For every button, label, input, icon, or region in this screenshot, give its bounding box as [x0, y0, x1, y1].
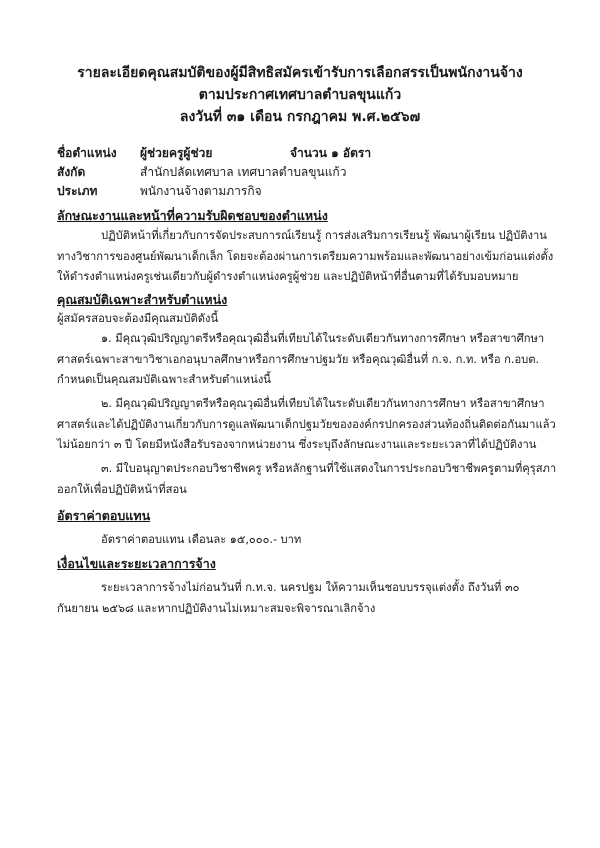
- position-value: ผู้ช่วยครูผู้ช่วย: [140, 146, 213, 160]
- qualification-item-1: ๑. มีคุณวุฒิปริญญาตรีหรือคุณวุฒิอื่นที่เทียบได้ในระดับเดียวกันทางการศึกษา หรือสาขาศึกษาศาสตร์เฉพาะสาขาวิชาเอกอนุบาลศึกษาหรือการศึกษาปฐมวัย หรือคุณวุฒิอื่นที่ ก.จ. ก.ท. หรือ ก.อบต. กำหนดเป็นคุณสมบัติเฉพาะสำหรับตำแหน่งนี้: [57, 332, 545, 386]
- duties-text: ปฏิบัติหน้าที่เกี่ยวกับการจัดประสบการณ์เรียนรู้ การส่งเสริมการเรียนรู้ พัฒนาผู้เรียน ปฏิบัติงาน ทางวิชาการของศูนย์พัฒนาเด็กเล็ก โดยจะต้องผ่านการเตรียมความพร้อมและพัฒนาอย่างเข้มก่อนแต่งตั้งให้ดำรงตำแหน่งครูเช่นเดียวกับผู้ดำรงตำแหน่งครูผู้ช่วย และปฏิบัติหน้าที่อื่นตามที่ได้รับมอบหมาย: [57, 229, 554, 283]
- duties-heading: ลักษณะงานและหน้าที่ความรับผิดชอบของตำแหน่ง: [57, 208, 328, 223]
- document-title: รายละเอียดคุณสมบัติของผู้มีสิทธิสมัครเข้ารับการเลือกสรรเป็นพนักงานจ้าง: [77, 65, 523, 81]
- org-value: สำนักปลัดเทศบาล เทศบาลตำบลขุนแก้ว: [140, 165, 347, 179]
- announcement-date: ลงวันที่ ๓๑ เดือน กรกฎาคม พ.ศ.๒๕๖๗: [179, 109, 421, 125]
- position-label: ชื่อตำแหน่ง: [57, 146, 117, 160]
- qualification-item-3: ๓. มีใบอนุญาตประกอบวิชาชีพครู หรือหลักฐานที่ใช้แสดงในการประกอบวิชาชีพครูตามที่คุรุสภา ออกให้เพื่อปฏิบัติหน้าที่สอน: [57, 462, 557, 496]
- terms-heading: เงื่อนไขและระยะเวลาการจ้าง: [57, 556, 216, 571]
- qualification-item-2: ๒. มีคุณวุฒิปริญญาตรีหรือคุณวุฒิอื่นที่เทียบได้ในระดับเดียวกันทางการศึกษา หรือสาขาศึกษาศาสตร์และได้ปฏิบัติงานเกี่ยวกับการดูแลพัฒนาเด็กปฐมวัยขององค์กรปกครองส่วนท้องถิ่นติดต่อกันมาแล้วไม่น้อยกว่า ๓ ปี โดยมีหนังสือรับรองจากหน่วยงาน ซึ่งระบุถึงลักษณะงานและระยะเวลาที่ได้ปฏิบัติงาน: [57, 397, 556, 451]
- type-label: ประเภท: [57, 184, 98, 198]
- qualifications-intro: ผู้สมัครสอบจะต้องมีคุณสมบัติดังนี้: [57, 312, 219, 325]
- announcement-reference: ตามประกาศเทศบาลตำบลขุนแก้ว: [198, 87, 402, 103]
- terms-text: ระยะเวลาการจ้างไม่ก่อนวันที่ ก.ท.จ. นครปฐม ให้ความเห็นชอบบรรจุแต่งตั้ง ถึงวันที่ ๓๐ กันยายน ๒๕๖๘ และหากปฏิบัติงานไม่เหมาะสมจะพิจารณาเลิกจ้าง: [57, 581, 520, 615]
- type-value: พนักงานจ้างตามภารกิจ: [140, 184, 262, 198]
- position-count: จำนวน ๑ อัตรา: [290, 146, 372, 160]
- pay-text: อัตราค่าตอบแทน เดือนละ ๑๕,๐๐๐.- บาท: [101, 533, 302, 546]
- org-label: สังกัด: [57, 165, 86, 179]
- pay-heading: อัตราค่าตอบแทน: [57, 508, 151, 523]
- qualifications-heading: คุณสมบัติเฉพาะสำหรับตำแหน่ง: [57, 292, 228, 307]
